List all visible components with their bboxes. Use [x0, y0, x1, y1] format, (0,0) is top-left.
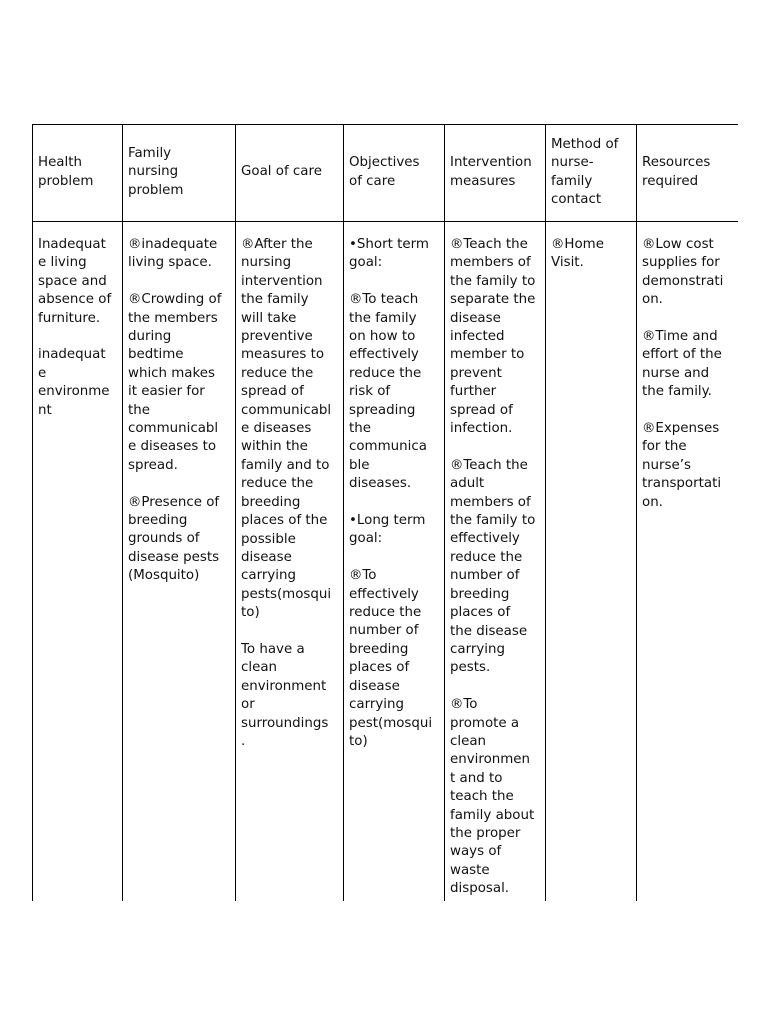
cell-paragraph: ®Crowding of the members during bedtime which makes it easier for the communicabl e diseases to spread. — [128, 292, 222, 473]
header-objectives-of-care — [343, 124, 444, 221]
cell-resources-required — [636, 236, 738, 900]
cell-paragraph: •Long term goal: — [349, 513, 426, 547]
header-goal-of-care — [235, 124, 343, 221]
cell-paragraph: ®Low cost supplies for demonstrati on. — [642, 237, 724, 308]
cell-paragraph: ®inadequate living space. — [128, 237, 218, 271]
cell-paragraph: ®After the nursing intervention the family will take preventive measures to reduce the spread of communicabl e diseases within the family and to reduce the breeding places of the possible disease carrying pests(mosqui to) — [241, 237, 332, 621]
cell-paragraph: ®Home Visit. — [551, 237, 604, 271]
cell-paragraph: •Short term goal: — [349, 237, 429, 271]
cell-paragraph: ®Teach the members of the family to separate the disease infected member to prevent further spread of infection. — [450, 237, 536, 437]
header-family-nursing-problem — [122, 124, 235, 221]
header-label: Family nursing problem — [128, 145, 184, 198]
cell-family-nursing-problem — [122, 236, 235, 900]
cell-paragraph: ®Time and effort of the nurse and the family. — [642, 329, 722, 400]
cell-health-problem — [32, 236, 122, 900]
cell-goal-of-care — [235, 236, 343, 900]
header-health-problem — [32, 124, 122, 221]
header-label: Objectives of care — [349, 155, 420, 189]
header-resources-required — [636, 124, 738, 221]
cell-paragraph: ®Expenses for the nurse’s transportati on. — [642, 421, 722, 510]
cell-intervention-measures — [444, 236, 545, 900]
cell-paragraph: Inadequat e living space and absence of furniture. — [38, 237, 112, 326]
header-label: Resources required — [642, 155, 711, 189]
header-method-of-contact — [545, 124, 636, 221]
header-label: Intervention measures — [450, 155, 532, 189]
cell-objectives-of-care — [343, 236, 444, 900]
cell-paragraph: inadequat e environme nt — [38, 347, 110, 418]
header-label: Method of nurse- family contact — [551, 136, 619, 207]
cell-paragraph: ®To teach the family on how to effectively reduce the risk of spreading the communica ble diseases. — [349, 292, 427, 492]
header-bottom-border — [32, 221, 738, 222]
cell-paragraph: ®Presence of breeding grounds of disease pests (Mosquito) — [128, 494, 220, 584]
header-intervention-measures — [444, 124, 545, 221]
header-label: Goal of care — [241, 164, 322, 180]
cell-method-of-contact — [545, 236, 636, 900]
header-label: Health problem — [38, 155, 94, 189]
cell-paragraph: ®Teach the adult members of the family to effectively reduce the number of breeding places of the disease carrying pests. — [450, 457, 536, 676]
cell-paragraph: To have a clean environment or surroundings . — [241, 641, 329, 749]
cell-paragraph: ®To promote a clean environmen t and to teach the family about the proper ways of waste disposal. — [450, 697, 535, 897]
cell-paragraph: ®To effectively reduce the number of breeding places of disease carrying pest(mosqui to) — [349, 568, 433, 749]
